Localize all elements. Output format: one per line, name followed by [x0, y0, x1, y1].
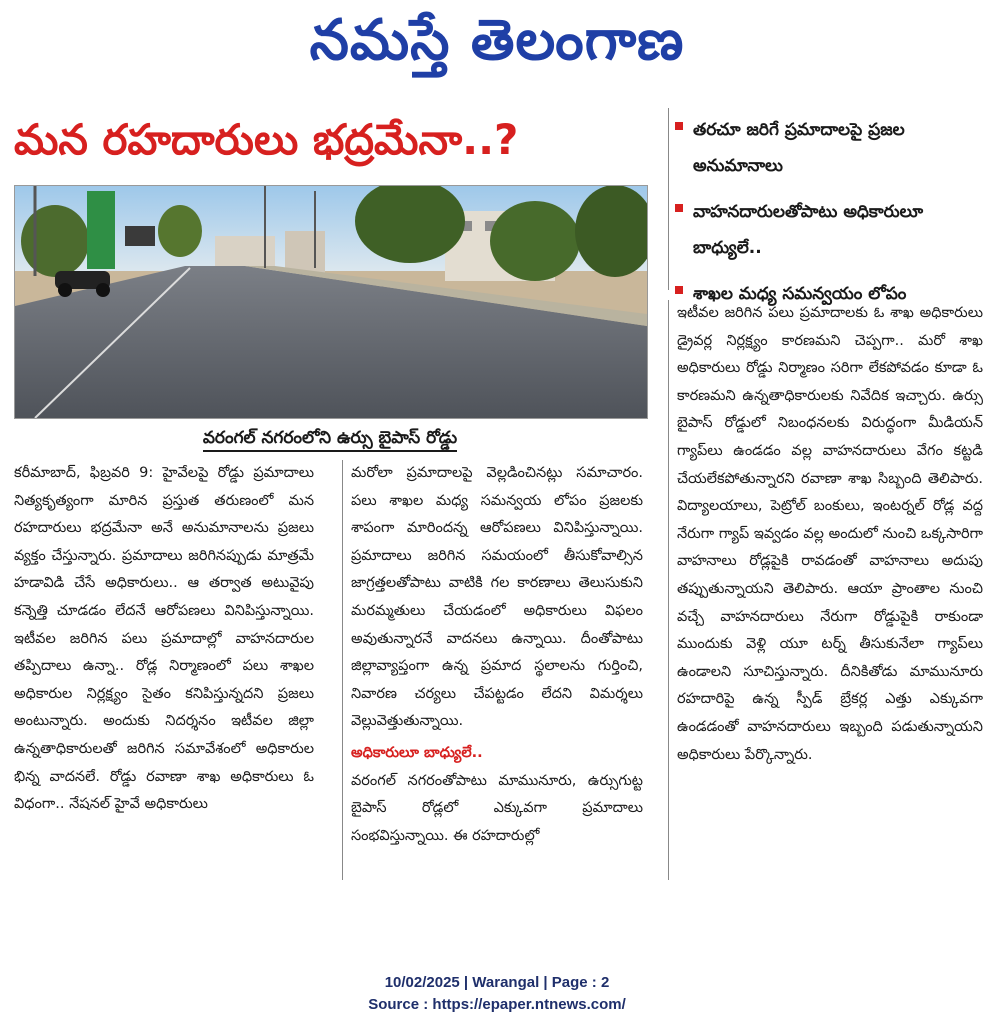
article-headline: మన రహదారులు భద్రమేనా..?: [14, 115, 519, 164]
article-column-1: కరీమాబాద్, ఫిబ్రవరి 9: హైవేలపై రోడ్డు ప్రమాదాలు నిత్యకృత్యంగా మారిన ప్రస్తుత తరుణంలో మన రహదారులు భద్రమేనా అనే అనుమానాలను ప్రజలు వ్యక్తం చేస్తున్నారు. ప్రమాదాలు జరిగినప్పుడు మాత్రమే హడావిడి చేసే అధికారులు.. ఆ తర్వాత అటువైపు కన్నెత్తి చూడడం లేదనే ఆరోపణలు వినిపిస్తున్నాయి. ఇటీవల జరిగిన పలు ప్రమాదాల్లో వాహనదారుల తప్పిదాలు ఉన్నా.. రోడ్ల నిర్మాణంలో పలు శాఖల అధికారుల నిర్లక్ష్యం సైతం కనిపిస్తున్నదని ప్రజలు అంటున్నారు. అందుకు నిదర్శనం ఇటీవల జిల్లా ఉన్నతాధికారులతో జరిగిన సమావేశంలో అధికారుల భిన్న వాదనలే. రోడ్డు రవాణా శాఖ అధికారులు ఓ విధంగా.. నేషనల్ హైవే అధికారులు: [14, 465, 314, 813]
photo-caption-text: వరంగల్ నగరంలోని ఉర్సు బైపాస్ రోడ్డు: [203, 428, 457, 452]
article-subheading: అధికారులూ బాధ్యులే..: [351, 744, 483, 761]
photo-caption: [14, 428, 646, 456]
article-column-2: [342, 460, 643, 880]
bullet-square-icon: [675, 204, 683, 212]
masthead-title: నమస్తే తెలంగాణ: [309, 8, 685, 73]
road-photo-illustration: [15, 186, 647, 418]
article-column-2-text: మరోలా ప్రమాదాలపై వెల్లడించినట్లు సమాచారం. పలు శాఖల మధ్య సమన్వయ లోపం ప్రజలకు శాపంగా మారిందన్న ఆరోపణలు వినిపిస్తున్నాయి. ప్రమాదాలు జరిగిన సమయంలో తీసుకోవాల్సిన జాగ్రత్తలతోపాటు వాటికి గల కారణాలు తెలుసుకుని మరమ్మతులు చేయడంలో అధికారులు విఫలం అవుతున్నారనే వాదనలు ఉన్నాయి. దీంతోపాటు జిల్లావ్యాప్తంగా ఉన్న ప్రమాద స్థలాలను గుర్తించి, నివారణ చర్యలు చేపట్టడం లేదని విమర్శలు వెల్లువెత్తుతున్నాయి.: [351, 465, 643, 730]
highlight-text: వాహనదారులతోపాటు అధికారులూ బాధ్యులే..: [693, 202, 924, 258]
article-column-2b-text: వరంగల్ నగరంతోపాటు మామునూరు, ఉర్సుగుట్ట బైపాస్ రోడ్లలో ఎక్కువగా ప్రమాదాలు సంభవిస్తున్నాయి. ఈ రహదారుల్లో: [351, 772, 643, 844]
footer-source: Source : https://epaper.ntnews.com/: [368, 996, 626, 1013]
page-footer: [0, 972, 994, 1016]
footer-date-edition: 10/02/2025 | Warangal | Page : 2: [384, 974, 610, 991]
road-photo: [14, 185, 648, 419]
article-column-3: ఇటీవల జరిగిన పలు ప్రమాదాలకు ఓ శాఖ అధికారులు డ్రైవర్ల నిర్లక్ష్యం కారణమని చెప్పగా.. మరో శాఖ అధికారులు రోడ్డు నిర్మాణం సరిగా లేకపోవడం కూడా ఓ కారణమని ఉన్నతాధికారులకు నివేదిక ఇచ్చారు. ఉర్సు బైపాస్ రోడ్డులో నిబంధనలకు విరుద్ధంగా మీడియన్ గ్యాప్‌లు ఉండడం వల్ల వాహనదారులు వేగం కట్టడి చేయలేకపోతున్నారని రవాణా శాఖ సిబ్బంది తెలిపారు. విద్యాలయాలు, పెట్రోల్ బంకులు, ఇంటర్నల్ రోడ్ల వద్ద నేరుగా గ్యాప్ ఇవ్వడం వల్ల అందులో నుంచి ఒక్కసారిగా వాహనాలు రోడ్లపైకి రావడంతో వాహనాలు అదుపు తప్పుతున్నాయని తెలిపారు. ఆయా ప్రాంతాల నుంచి వచ్చే వాహనదారులు నేరుగా రోడ్డుపైకి రాకుండా ముందుకు వెళ్లి యూ టర్న్ తీసుకునేలా గ్యాప్‌లు ఉండాలని సూచిస్తున్నారు. దీనికితోడు మామునూరు రహదారిపై ఉన్న స్పీడ్ బ్రేకర్ల ఎత్తు ఎక్కువగా ఉండడంతో వాహనదారులు ఇబ్బంది పడుతున్నాయని అధికారులు పేర్కొన్నారు.: [668, 300, 983, 880]
highlight-item: [675, 194, 987, 266]
bullet-square-icon: [675, 122, 683, 130]
highlight-item: [675, 112, 987, 184]
highlight-text: శాఖల మధ్య సమన్వయం లోపం: [693, 284, 907, 304]
highlight-text: తరచూ జరిగే ప్రమాదాలపై ప్రజల అనుమానాలు: [693, 120, 905, 176]
bullet-square-icon: [675, 286, 683, 294]
highlights-box: [668, 108, 987, 304]
